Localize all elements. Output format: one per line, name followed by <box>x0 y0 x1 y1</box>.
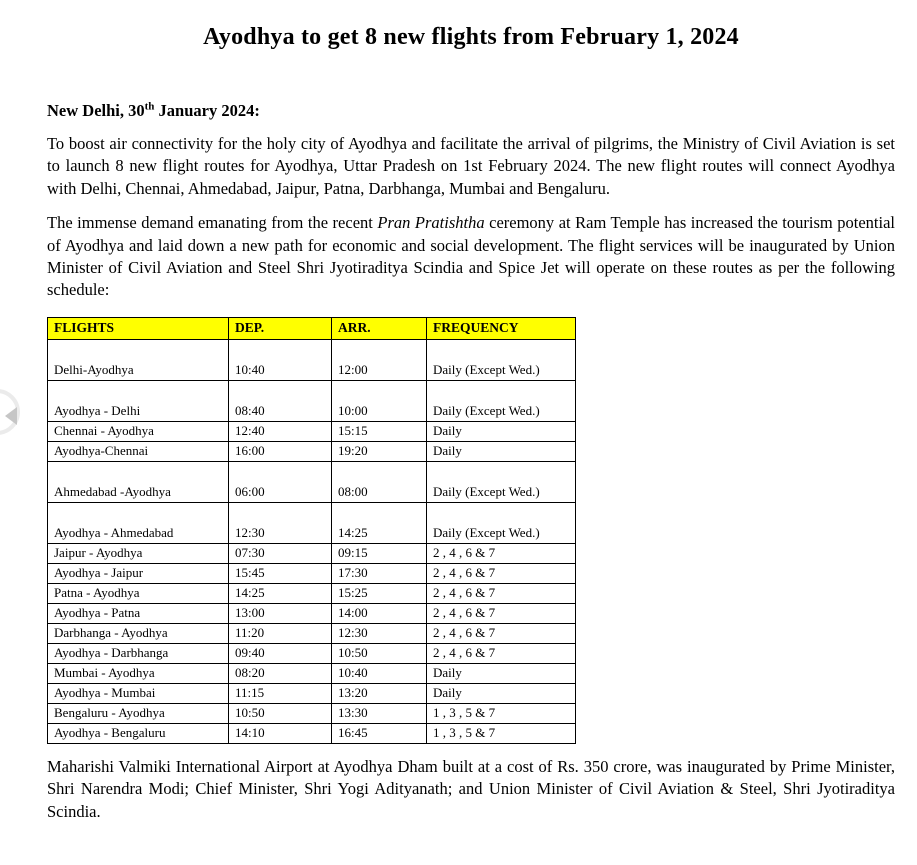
table-cell-flight: Bengaluru - Ayodhya <box>48 703 229 723</box>
paragraph-intro: To boost air connectivity for the holy city of Ayodhya and facilitate the arrival of pilgrims, the Ministry of Civil Aviation is set to launch 8 new flight routes for Ayodhya, Uttar Pradesh on 1st February 2024. The new flight routes will connect Ayodhya with Delhi, Chennai, Ahmedabad, Jaipur, Patna, Darbhanga, Mumbai and Bengaluru. <box>47 134 895 198</box>
table-cell-arr: 15:25 <box>332 583 427 603</box>
table-cell-frequency: 2 , 4 , 6 & 7 <box>427 543 576 563</box>
table-cell-flight: Ahmedabad -Ayodhya <box>48 461 229 502</box>
table-cell-dep: 14:25 <box>229 583 332 603</box>
dateline-prefix: New Delhi, 30 <box>47 101 145 120</box>
table-cell-flight: Patna - Ayodhya <box>48 583 229 603</box>
table-cell-arr: 10:00 <box>332 380 427 421</box>
table-cell-dep: 06:00 <box>229 461 332 502</box>
table-cell-frequency: Daily (Except Wed.) <box>427 380 576 421</box>
table-cell-frequency: Daily (Except Wed.) <box>427 502 576 543</box>
paragraph-footer: Maharishi Valmiki International Airport at Ayodhya Dham built at a cost of Rs. 350 crore, was inaugurated by Prime Minister, Shri Narendra Modi; Chief Minister, Shri Yogi Adityanath; and Union Minister of Civil Aviation & Steel, Shri Jyotiraditya Scindia. <box>47 756 895 821</box>
flight-table-body <box>48 339 576 743</box>
table-cell-arr: 10:40 <box>332 663 427 683</box>
table-row <box>48 683 576 703</box>
table-cell-dep: 14:10 <box>229 723 332 743</box>
table-cell-arr: 08:00 <box>332 461 427 502</box>
table-cell-frequency: Daily <box>427 663 576 683</box>
table-row <box>48 723 576 743</box>
table-cell-frequency: Daily (Except Wed.) <box>427 461 576 502</box>
table-cell-frequency: 1 , 3 , 5 & 7 <box>427 723 576 743</box>
table-row <box>48 623 576 643</box>
table-cell-flight: Darbhanga - Ayodhya <box>48 623 229 643</box>
table-cell-dep: 08:40 <box>229 380 332 421</box>
table-row <box>48 502 576 543</box>
table-row <box>48 603 576 623</box>
table-cell-frequency: 2 , 4 , 6 & 7 <box>427 623 576 643</box>
table-cell-flight: Ayodhya - Delhi <box>48 380 229 421</box>
dateline-suffix: January 2024: <box>154 101 260 120</box>
table-row <box>48 441 576 461</box>
table-cell-arr: 16:45 <box>332 723 427 743</box>
table-cell-dep: 09:40 <box>229 643 332 663</box>
paragraph-demand-after: ceremony at Ram Temple has increased the tourism potential of Ayodhya and laid down a new path for economic and social development. The flight services will be inaugurated by Union Minister of Civil Aviation and Steel Shri Jyotiraditya Scindia and Spice Jet will operate on these routes as per the following schedule: <box>47 213 895 300</box>
table-row <box>48 703 576 723</box>
table-cell-flight: Ayodhya - Mumbai <box>48 683 229 703</box>
table-cell-flight: Ayodhya-Chennai <box>48 441 229 461</box>
table-cell-frequency: 2 , 4 , 6 & 7 <box>427 563 576 583</box>
table-cell-arr: 14:25 <box>332 502 427 543</box>
table-cell-flight: Delhi-Ayodhya <box>48 339 229 380</box>
table-cell-arr: 12:30 <box>332 623 427 643</box>
table-cell-flight: Ayodhya - Patna <box>48 603 229 623</box>
page-title: Ayodhya to get 8 new flights from February 1, 2024 <box>203 24 739 50</box>
table-row <box>48 339 576 380</box>
table-cell-dep: 07:30 <box>229 543 332 563</box>
table-cell-flight: Ayodhya - Bengaluru <box>48 723 229 743</box>
table-cell-frequency: Daily <box>427 441 576 461</box>
column-header-dep: DEP. <box>229 317 332 339</box>
flight-table <box>47 317 576 744</box>
table-cell-arr: 15:15 <box>332 421 427 441</box>
table-cell-frequency: 2 , 4 , 6 & 7 <box>427 583 576 603</box>
document-page <box>47 24 895 823</box>
paragraph-demand <box>47 212 895 302</box>
table-cell-flight: Ayodhya - Jaipur <box>48 563 229 583</box>
table-cell-dep: 12:40 <box>229 421 332 441</box>
table-cell-flight: Ayodhya - Ahmedabad <box>48 502 229 543</box>
table-cell-arr: 10:50 <box>332 643 427 663</box>
table-row <box>48 543 576 563</box>
table-cell-dep: 13:00 <box>229 603 332 623</box>
table-row <box>48 421 576 441</box>
table-row <box>48 663 576 683</box>
table-cell-dep: 10:50 <box>229 703 332 723</box>
table-cell-arr: 12:00 <box>332 339 427 380</box>
table-cell-flight: Mumbai - Ayodhya <box>48 663 229 683</box>
table-cell-dep: 08:20 <box>229 663 332 683</box>
table-cell-frequency: 2 , 4 , 6 & 7 <box>427 603 576 623</box>
table-cell-frequency: Daily (Except Wed.) <box>427 339 576 380</box>
table-row <box>48 380 576 421</box>
table-header-row <box>48 317 576 339</box>
table-cell-dep: 12:30 <box>229 502 332 543</box>
table-row <box>48 643 576 663</box>
left-triangle-icon <box>5 407 17 425</box>
table-cell-arr: 14:00 <box>332 603 427 623</box>
table-cell-frequency: 1 , 3 , 5 & 7 <box>427 703 576 723</box>
table-cell-arr: 19:20 <box>332 441 427 461</box>
table-cell-flight: Jaipur - Ayodhya <box>48 543 229 563</box>
table-cell-dep: 11:20 <box>229 623 332 643</box>
table-cell-frequency: Daily <box>427 683 576 703</box>
table-cell-dep: 10:40 <box>229 339 332 380</box>
table-cell-dep: 16:00 <box>229 441 332 461</box>
column-header-flights: FLIGHTS <box>48 317 229 339</box>
column-header-frequency: FREQUENCY <box>427 317 576 339</box>
paragraph-demand-before: The immense demand emanating from the recent <box>47 213 378 233</box>
table-cell-arr: 17:30 <box>332 563 427 583</box>
dateline <box>47 101 895 121</box>
table-row <box>48 461 576 502</box>
paragraph-demand-italic: Pran Pratishtha <box>377 213 485 233</box>
table-row <box>48 583 576 603</box>
dateline-superscript: th <box>144 100 155 113</box>
table-row <box>48 563 576 583</box>
table-cell-arr: 13:30 <box>332 703 427 723</box>
table-cell-arr: 09:15 <box>332 543 427 563</box>
table-cell-flight: Chennai - Ayodhya <box>48 421 229 441</box>
column-header-arr: ARR. <box>332 317 427 339</box>
table-cell-dep: 15:45 <box>229 563 332 583</box>
table-cell-arr: 13:20 <box>332 683 427 703</box>
carousel-prev-button[interactable] <box>0 389 20 435</box>
table-cell-dep: 11:15 <box>229 683 332 703</box>
table-cell-frequency: 2 , 4 , 6 & 7 <box>427 643 576 663</box>
table-cell-flight: Ayodhya - Darbhanga <box>48 643 229 663</box>
table-cell-frequency: Daily <box>427 421 576 441</box>
